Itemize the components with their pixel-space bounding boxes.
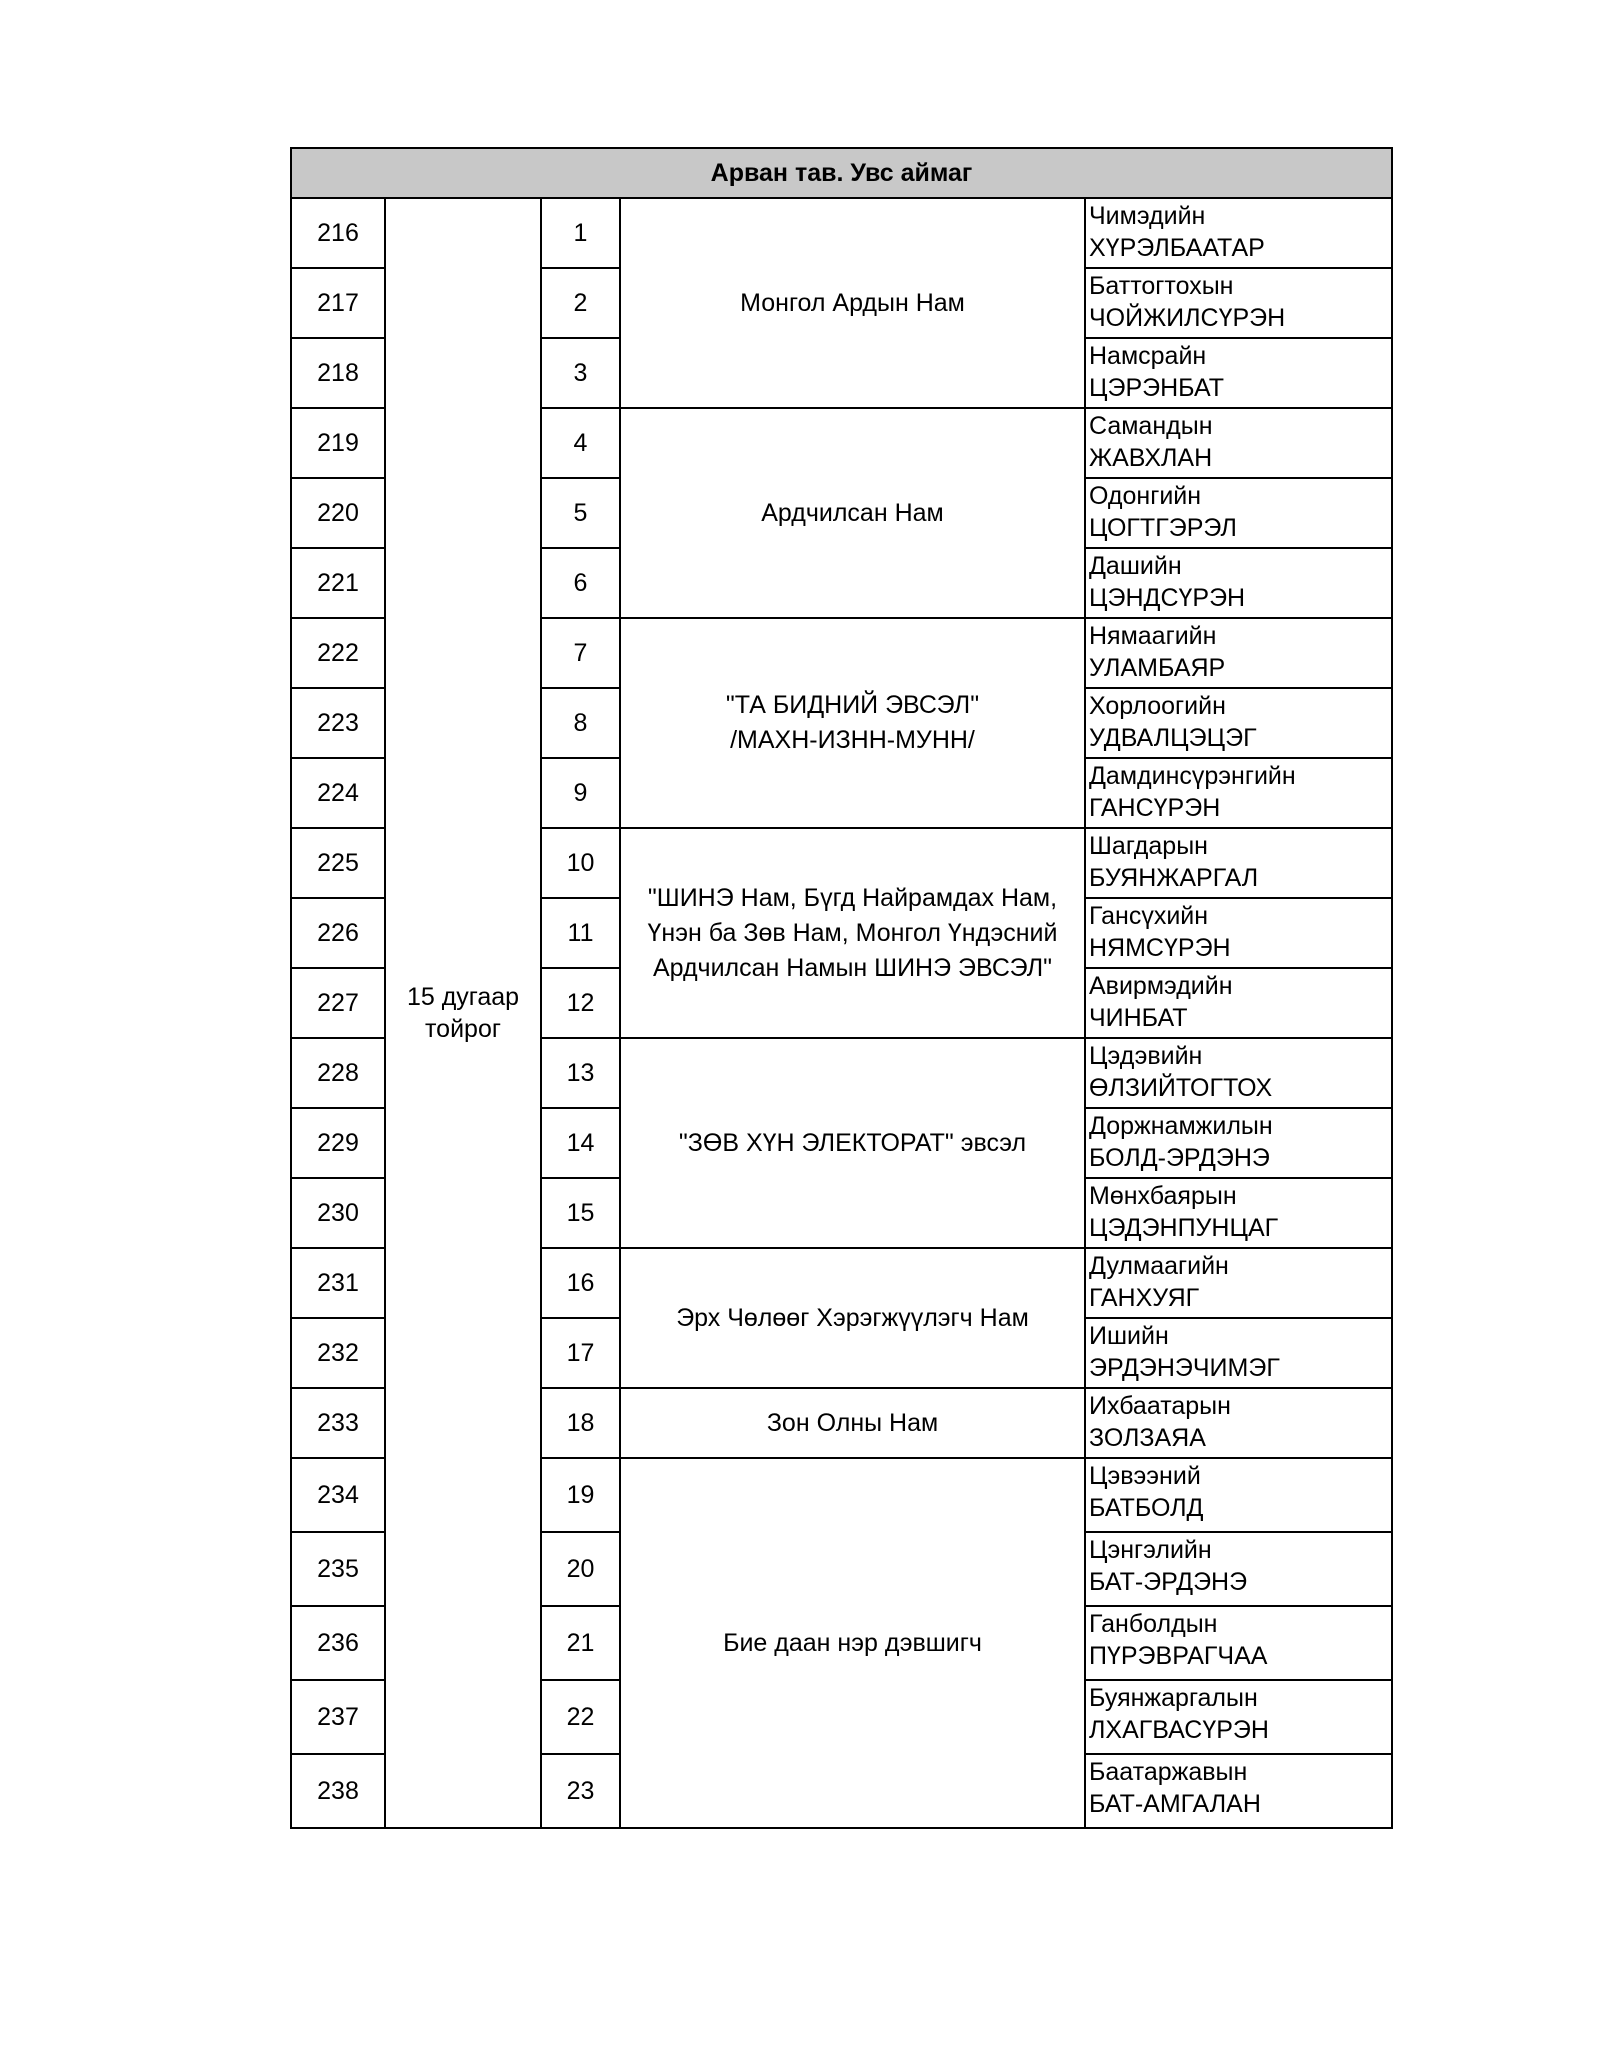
candidate-name-cell [1085, 618, 1392, 688]
candidate-sequence: 11 [541, 898, 620, 968]
candidate-family-name: УЛАМБАЯР [1089, 654, 1226, 682]
candidate-given-name: Гансүхийн [1089, 902, 1209, 930]
party-name-line: Зон Олны Нам [766, 1408, 939, 1437]
row-number: 237 [291, 1680, 385, 1754]
candidate-sequence: 5 [541, 478, 620, 548]
row-number: 218 [291, 338, 385, 408]
candidate-sequence: 19 [541, 1458, 620, 1532]
candidate-sequence: 20 [541, 1532, 620, 1606]
candidate-name-cell [1085, 898, 1392, 968]
candidate-name-cell [1085, 1318, 1392, 1388]
party-name-line: Ардчилсан Намын ШИНЭ ЭВСЭЛ" [652, 953, 1053, 982]
row-number: 225 [291, 828, 385, 898]
candidate-sequence: 13 [541, 1038, 620, 1108]
candidate-given-name: Одонгийн [1089, 482, 1202, 510]
row-number: 219 [291, 408, 385, 478]
candidate-sequence: 9 [541, 758, 620, 828]
candidate-sequence: 21 [541, 1606, 620, 1680]
candidate-given-name: Ишийн [1089, 1322, 1169, 1350]
candidate-table [290, 147, 1393, 1829]
candidate-sequence: 17 [541, 1318, 620, 1388]
candidate-family-name: БОЛД-ЭРДЭНЭ [1089, 1144, 1270, 1172]
candidate-sequence: 4 [541, 408, 620, 478]
candidate-given-name: Дамдинсүрэнгийн [1089, 762, 1296, 790]
row-number: 226 [291, 898, 385, 968]
party-cell [620, 1388, 1085, 1458]
candidate-given-name: Цэдэвийн [1089, 1042, 1203, 1070]
candidate-sequence: 15 [541, 1178, 620, 1248]
candidate-name-cell [1085, 968, 1392, 1038]
candidate-name-cell [1085, 1680, 1392, 1754]
candidate-name-cell [1085, 478, 1392, 548]
row-number: 224 [291, 758, 385, 828]
row-number: 233 [291, 1388, 385, 1458]
table-row [291, 198, 1392, 268]
candidate-family-name: ЦЭДЭНПУНЦАГ [1089, 1214, 1279, 1242]
candidate-family-name: ЧОЙЖИЛСҮРЭН [1089, 304, 1286, 332]
row-number: 230 [291, 1178, 385, 1248]
candidate-given-name: Шагдарын [1089, 832, 1208, 860]
row-number: 222 [291, 618, 385, 688]
candidate-given-name: Чимэдийн [1089, 202, 1206, 230]
candidate-name-cell [1085, 1248, 1392, 1318]
row-number: 220 [291, 478, 385, 548]
row-number: 234 [291, 1458, 385, 1532]
candidate-name-cell [1085, 1532, 1392, 1606]
candidate-given-name: Цэнгэлийн [1089, 1536, 1212, 1564]
candidate-name-cell [1085, 198, 1392, 268]
candidate-sequence: 3 [541, 338, 620, 408]
candidate-family-name: ГАНХУЯГ [1089, 1284, 1200, 1312]
candidate-name-cell [1085, 1754, 1392, 1828]
candidate-family-name: БАТ-АМГАЛАН [1089, 1790, 1261, 1818]
candidate-given-name: Баатаржавын [1089, 1758, 1248, 1786]
candidate-family-name: ЭРДЭНЭЧИМЭГ [1089, 1354, 1280, 1382]
candidate-family-name: ӨЛЗИЙТОГТОХ [1089, 1074, 1273, 1102]
candidate-sequence: 2 [541, 268, 620, 338]
party-name-line: Бие даан нэр дэвшигч [723, 1628, 982, 1657]
row-number: 231 [291, 1248, 385, 1318]
table-header-row [291, 148, 1392, 198]
candidate-family-name: БАТБОЛД [1089, 1494, 1204, 1522]
row-number: 232 [291, 1318, 385, 1388]
row-number: 221 [291, 548, 385, 618]
candidate-family-name: УДВАЛЦЭЦЭГ [1089, 724, 1257, 752]
candidate-given-name: Хорлоогийн [1089, 692, 1226, 720]
candidate-family-name: ЦЭРЭНБАТ [1089, 374, 1225, 402]
candidate-name-cell [1085, 1606, 1392, 1680]
candidate-family-name: БАТ-ЭРДЭНЭ [1089, 1568, 1248, 1596]
row-number: 223 [291, 688, 385, 758]
party-name-line: "ТА БИДНИЙ ЭВСЭЛ" [725, 691, 980, 719]
row-number: 228 [291, 1038, 385, 1108]
candidate-given-name: Ихбаатарын [1089, 1392, 1231, 1420]
candidate-given-name: Дашийн [1089, 552, 1182, 580]
candidate-family-name: ГАНСҮРЭН [1089, 794, 1221, 822]
candidate-family-name: БУЯНЖАРГАЛ [1089, 864, 1259, 892]
candidate-name-cell [1085, 268, 1392, 338]
candidate-name-cell [1085, 688, 1392, 758]
party-cell [620, 1458, 1085, 1828]
row-number: 235 [291, 1532, 385, 1606]
candidate-sequence: 10 [541, 828, 620, 898]
candidate-given-name: Мөнхбаярын [1089, 1182, 1237, 1210]
party-name-line: "ЗӨВ ХҮН ЭЛЕКТОРАТ" эвсэл [678, 1128, 1027, 1157]
party-cell [620, 198, 1085, 408]
party-cell [620, 1038, 1085, 1248]
row-number: 229 [291, 1108, 385, 1178]
candidate-name-cell [1085, 1178, 1392, 1248]
party-cell [620, 408, 1085, 618]
candidate-family-name: ЛХАГВАСҮРЭН [1089, 1716, 1269, 1744]
candidate-family-name: ЧИНБАТ [1089, 1004, 1188, 1032]
candidate-sequence: 1 [541, 198, 620, 268]
candidate-sequence: 16 [541, 1248, 620, 1318]
district-label-line: 15 дугаар [406, 983, 520, 1011]
aimag-title: Арван тав. Увс аймаг [291, 148, 1392, 198]
party-name-line: Монгол Ардын Нам [740, 288, 965, 317]
party-name-line: Ардчилсан Нам [761, 498, 944, 527]
row-number: 217 [291, 268, 385, 338]
candidate-sequence: 12 [541, 968, 620, 1038]
candidate-family-name: ХҮРЭЛБААТАР [1089, 234, 1265, 262]
candidate-sequence: 14 [541, 1108, 620, 1178]
candidate-sequence: 22 [541, 1680, 620, 1754]
candidate-sequence: 8 [541, 688, 620, 758]
party-name-line: Эрх Чөлөөг Хэрэгжүүлэгч Нам [676, 1303, 1029, 1332]
candidate-family-name: НЯМСҮРЭН [1089, 934, 1231, 962]
candidate-family-name: ЖАВХЛАН [1089, 444, 1213, 472]
candidate-sequence: 18 [541, 1388, 620, 1458]
candidate-given-name: Намсрайн [1089, 342, 1207, 370]
candidate-given-name: Дулмаагийн [1089, 1252, 1229, 1280]
party-name-line: /МАХН-ИЗНН-МУНН/ [730, 726, 975, 754]
row-number: 216 [291, 198, 385, 268]
candidate-given-name: Ганболдын [1089, 1610, 1218, 1638]
candidate-name-cell [1085, 338, 1392, 408]
candidate-given-name: Буянжаргалын [1089, 1684, 1258, 1712]
candidate-name-cell [1085, 408, 1392, 478]
candidate-sequence: 6 [541, 548, 620, 618]
candidate-given-name: Авирмэдийн [1089, 972, 1233, 1000]
party-cell [620, 828, 1085, 1038]
candidate-family-name: ЦОГТГЭРЭЛ [1089, 514, 1237, 542]
party-name-line: "ШИНЭ Нам, Бүгд Найрамдах Нам, [647, 883, 1058, 912]
district-cell [385, 198, 541, 1828]
party-name-line: Үнэн ба Зөв Нам, Монгол Үндэсний [647, 918, 1058, 947]
candidate-name-cell [1085, 1458, 1392, 1532]
candidate-given-name: Цэвээний [1089, 1462, 1201, 1490]
candidate-name-cell [1085, 758, 1392, 828]
candidate-name-cell [1085, 1038, 1392, 1108]
candidate-sequence: 7 [541, 618, 620, 688]
candidate-given-name: Доржнамжилын [1089, 1112, 1273, 1140]
row-number: 238 [291, 1754, 385, 1828]
candidate-name-cell [1085, 828, 1392, 898]
candidate-given-name: Самандын [1089, 412, 1213, 440]
district-label-line: тойрог [425, 1015, 501, 1043]
candidate-given-name: Баттогтохын [1089, 272, 1234, 300]
candidate-family-name: ПҮРЭВРАГЧАА [1089, 1642, 1268, 1670]
row-number: 236 [291, 1606, 385, 1680]
candidate-name-cell [1085, 1108, 1392, 1178]
candidate-family-name: ЗОЛЗАЯА [1089, 1424, 1206, 1452]
candidate-given-name: Нямаагийн [1089, 622, 1217, 650]
candidate-family-name: ЦЭНДСҮРЭН [1089, 584, 1246, 612]
party-cell [620, 618, 1085, 828]
candidate-sequence: 23 [541, 1754, 620, 1828]
candidate-name-cell [1085, 1388, 1392, 1458]
party-cell [620, 1248, 1085, 1388]
candidate-name-cell [1085, 548, 1392, 618]
row-number: 227 [291, 968, 385, 1038]
